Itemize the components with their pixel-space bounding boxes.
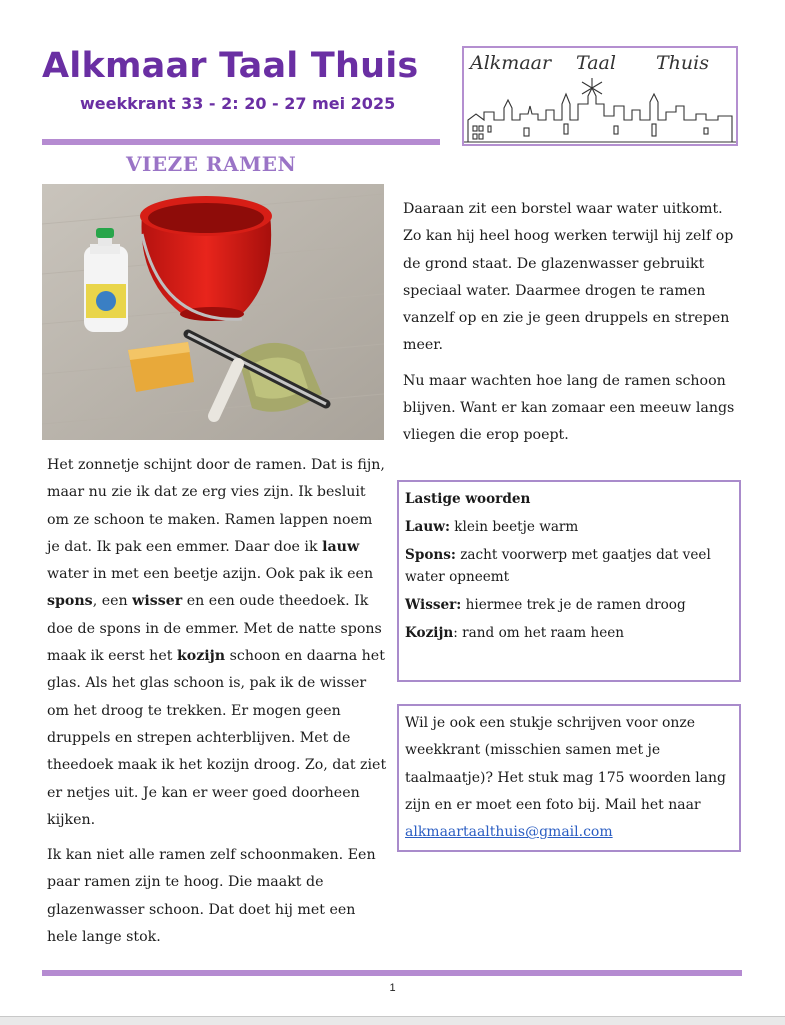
keyword: lauw	[322, 538, 360, 555]
header-divider	[42, 139, 440, 145]
glossary-definition: hiermee trek je de ramen droog	[461, 597, 686, 613]
article-column-left	[47, 452, 387, 951]
keyword: kozijn	[176, 648, 226, 665]
glossary-term: Lauw:	[405, 519, 450, 535]
skyline-icon	[464, 74, 736, 144]
text-run: schoon en daarna het glas. Als het glas schoon is, pak ik de wisser om het droog te trekken. Er mogen geen druppels en strepen achterblijven. Met de theedoek maak ik het kozijn droog. Zo, dat ziet er netjes uit. Je kan er weer goed doorheen kijken.	[47, 648, 387, 828]
article-paragraph-1	[47, 452, 387, 834]
logo-word-2: Taal	[576, 52, 616, 74]
glossary-definition: : rand om het raam heen	[453, 625, 625, 641]
bucket-sponge-squeegee-photo-icon	[42, 184, 384, 440]
text-run: water in met een beetje azijn. Ook pak ik een	[47, 566, 374, 583]
glossary-definition: klein beetje warm	[449, 519, 579, 535]
article-paragraph-2: Ik kan niet alle ramen zelf schoonmaken. Een paar ramen zijn te hoog. Die maakt de glazenwasser schoon. Dat doet hij met een hele lange stok.	[47, 847, 376, 946]
newspaper-title: Alkmaar Taal Thuis	[42, 46, 419, 86]
keyword: spons	[47, 593, 93, 610]
keyword: wisser	[132, 593, 183, 610]
article-title: VIEZE RAMEN	[126, 152, 297, 176]
glossary-item	[405, 544, 733, 588]
glossary-term: Kozijn	[405, 625, 454, 641]
issue-subtitle: weekkrant 33 - 2: 20 - 27 mei 2025	[80, 94, 396, 113]
article-photo	[42, 184, 384, 440]
footer-divider	[42, 970, 742, 976]
email-link[interactable]: alkmaartaalthuis@gmail.com	[405, 824, 613, 841]
logo-word-3: Thuis	[656, 52, 709, 74]
glossary-box	[397, 480, 741, 682]
article-column-right	[403, 196, 743, 450]
callout-message: Wil je ook een stukje schrijven voor onze weekkrant (misschien samen met je taalmaatje)? Het stuk mag 175 woorden lang zijn en er moet een foto bij. Mail het naar	[405, 715, 727, 813]
glossary-term: Wisser:	[405, 597, 462, 613]
glossary-title: Lastige woorden	[405, 491, 531, 507]
callout-text	[405, 710, 733, 846]
glossary-term: Spons:	[405, 547, 456, 563]
text-run: , een	[92, 593, 133, 610]
article-paragraph-3: Daaraan zit een borstel waar water uitkomt. Zo kan hij heel hoog werken terwijl hij zelf op de grond staat. De glazenwasser gebruikt speciaal water. Daarmee drogen te ramen vanzelf op en zie je geen druppels en strepen meer.	[403, 201, 734, 354]
article-paragraph-4: Nu maar wachten hoe lang de ramen schoon blijven. Want er kan zomaar een meeuw langs vliegen die erop poept.	[403, 372, 735, 444]
glossary-definition: zacht voorwerp met gaatjes dat veel water opneemt	[405, 547, 711, 585]
logo	[462, 46, 738, 146]
page-number: 1	[389, 982, 396, 994]
glossary-item	[405, 516, 733, 538]
glossary-item	[405, 594, 733, 616]
text-run: en een oude theedoek. Ik doe de spons in de emmer. Met de natte spons maak ik eerst het	[47, 593, 382, 665]
glossary-list	[405, 516, 733, 644]
glossary-item	[405, 622, 733, 644]
text-run: Het zonnetje schijnt door de ramen. Dat is fijn, maar nu zie ik dat ze erg vies zijn. Ik besluit om ze schoon te maken. Ramen lappen noem je dat. Ik pak een emmer. Daar doe ik	[47, 457, 385, 555]
callout-box	[397, 704, 741, 852]
logo-word-1: Alkmaar	[470, 52, 552, 74]
